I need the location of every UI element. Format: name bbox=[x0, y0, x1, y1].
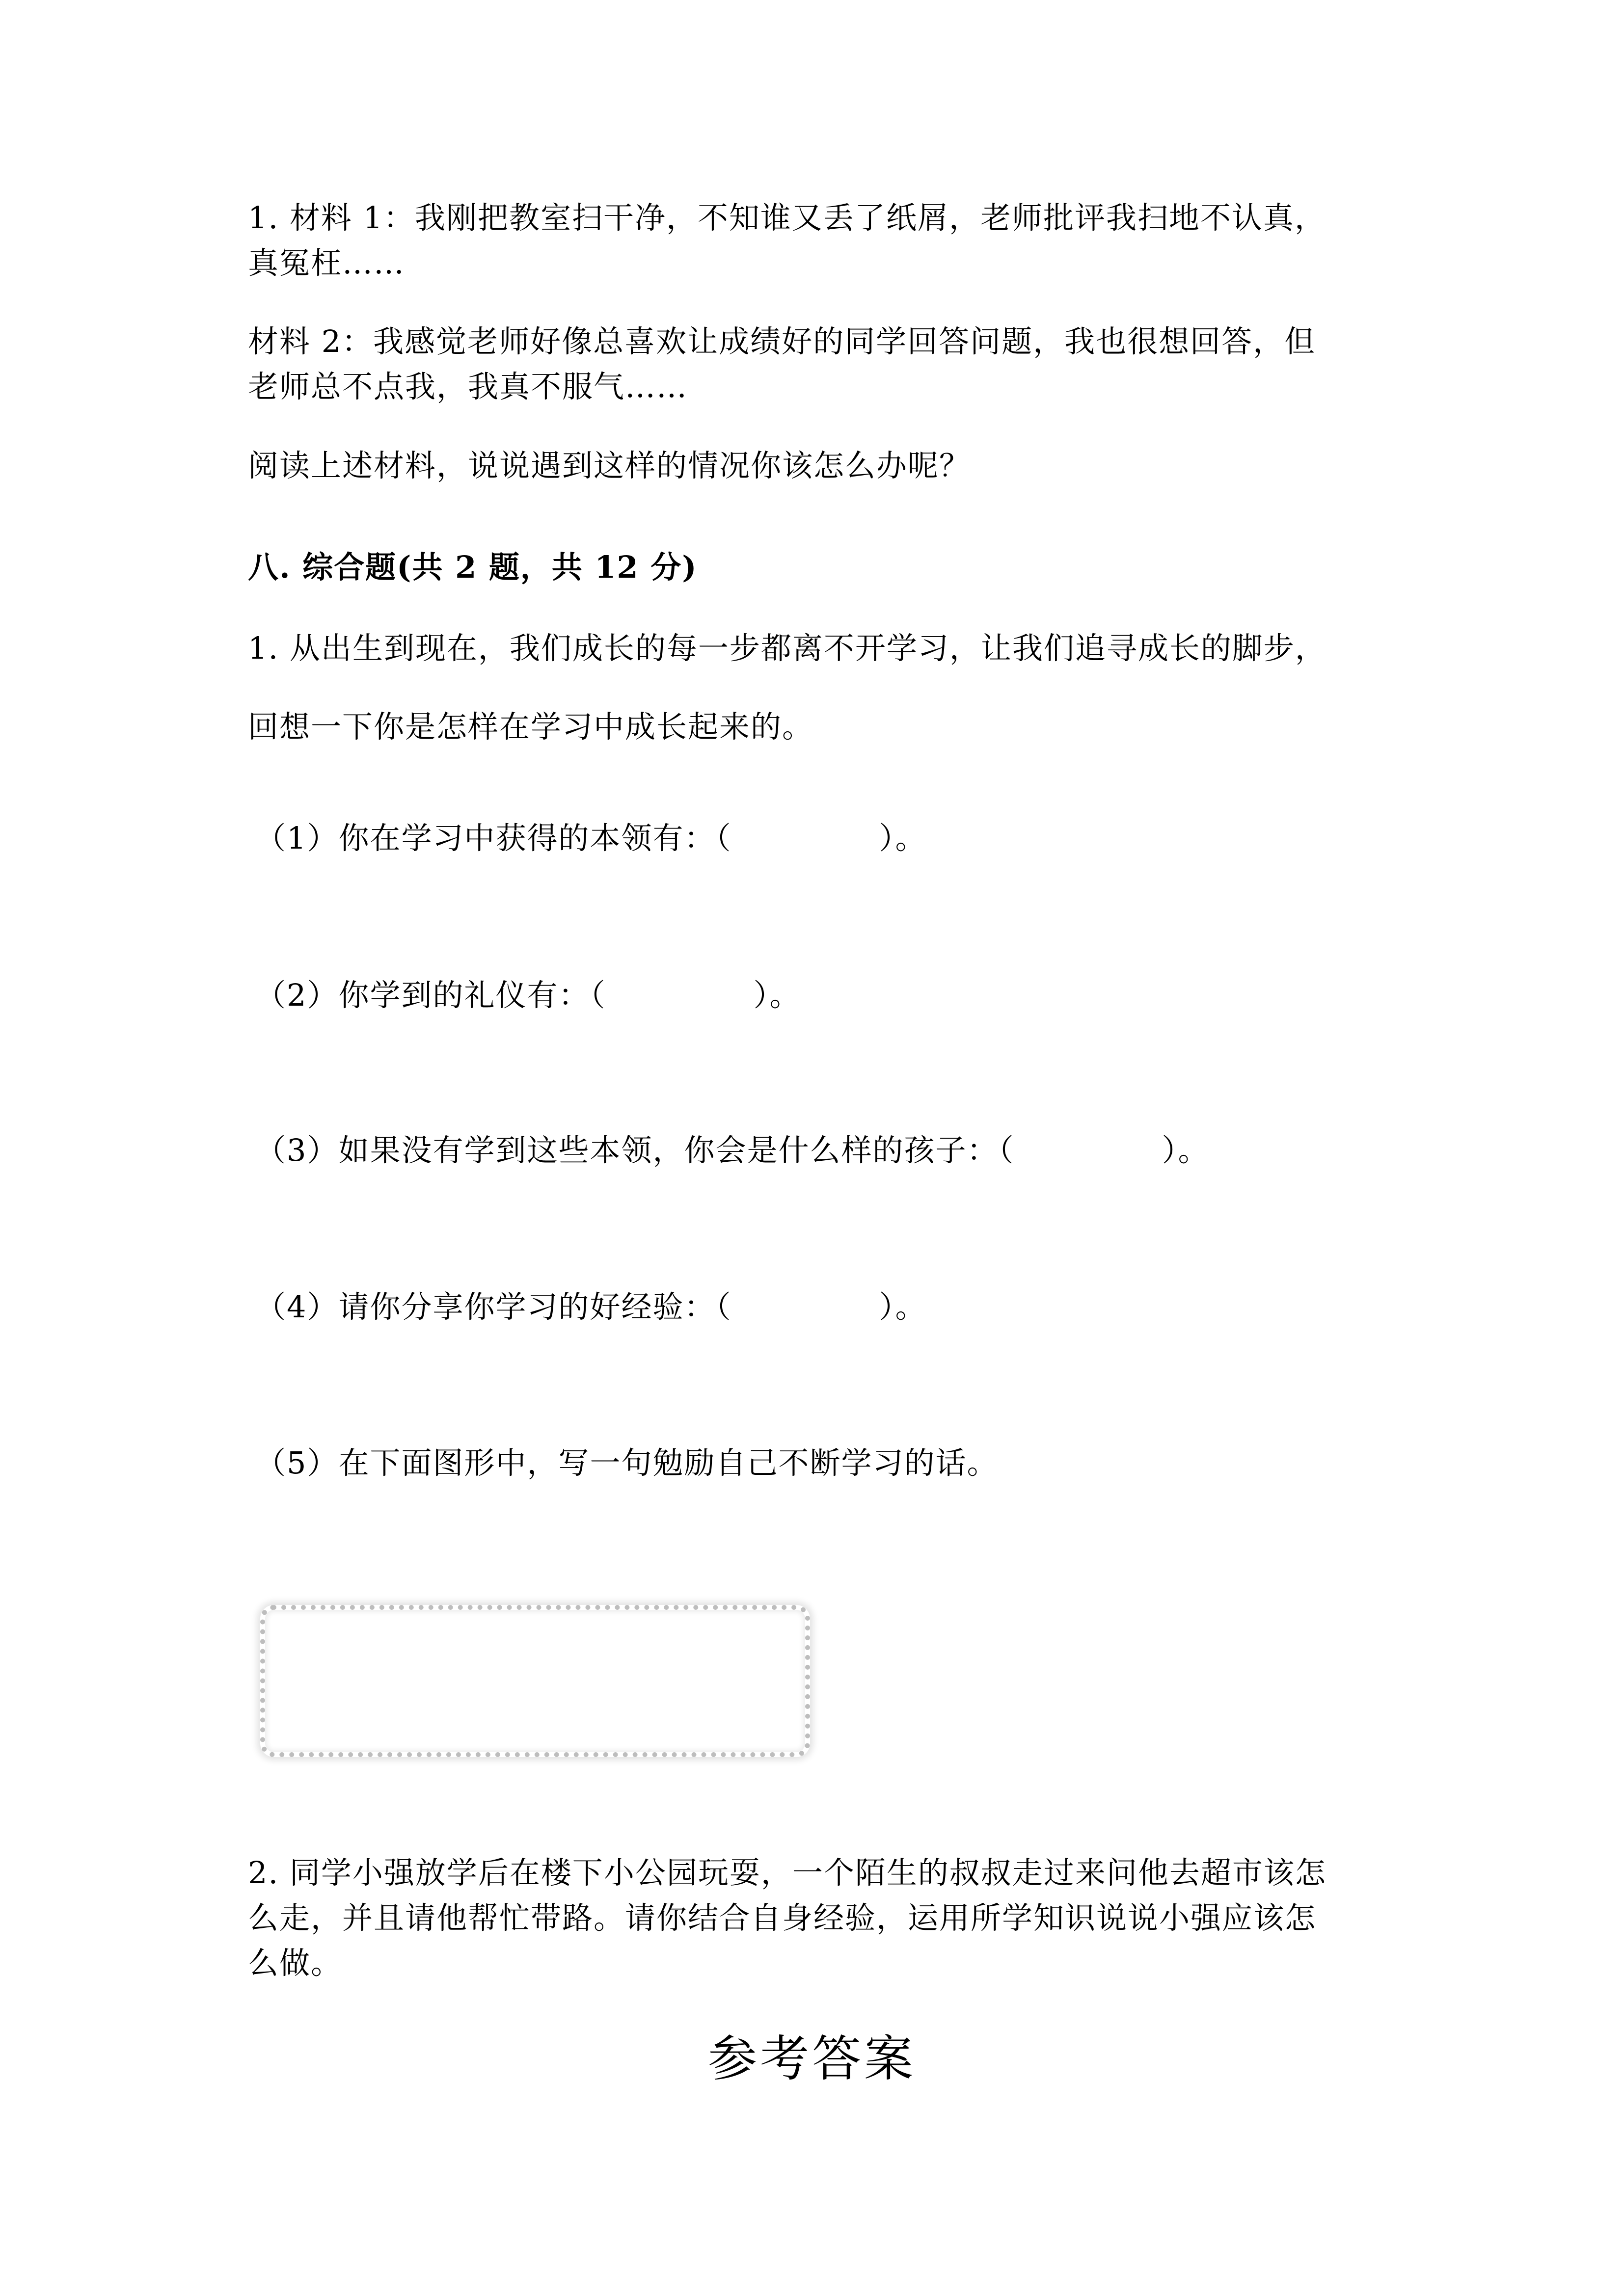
q7-material2-line2: 老师总不点我，我真不服气…… bbox=[248, 369, 688, 404]
sub4-end: ）。 bbox=[879, 1289, 927, 1325]
motto-writing-frame[interactable] bbox=[260, 1605, 810, 1757]
section8-q1-line1: 1. 从出生到现在，我们成长的每一步都离不开学习，让我们追寻成长的脚步， bbox=[248, 630, 1326, 666]
section8-q1-sub3 bbox=[255, 1128, 1394, 1173]
sub1-end: ）。 bbox=[879, 820, 927, 856]
section8-q1-line2: 回想一下你是怎样在学习中成长起来的。 bbox=[248, 709, 814, 745]
q7-item1-line2: 真冤枉…… bbox=[248, 245, 406, 281]
section8-q2-line3: 么做。 bbox=[248, 1945, 343, 1981]
section8-heading: 八. 综合题(共 2 题，共 12 分) bbox=[248, 549, 698, 585]
sub2-label: （2）你学到的礼仪有：（ bbox=[255, 977, 606, 1013]
answer-key-title: 参考答案 bbox=[708, 2030, 916, 2087]
q7-prompt: 阅读上述材料，说说遇到这样的情况你该怎么办呢？ bbox=[248, 448, 971, 483]
section8-q1-sub1 bbox=[255, 816, 1394, 861]
section8-q2-line2: 么走，并且请他帮忙带路。请你结合自身经验，运用所学知识说说小强应该怎 bbox=[248, 1900, 1317, 1936]
sub1-label: （1）你在学习中获得的本领有：（ bbox=[255, 820, 732, 856]
q7-item1-line1: 1. 材料 1：我刚把教室扫干净，不知谁又丢了纸屑，老师批评我扫地不认真， bbox=[248, 200, 1326, 236]
sub4-label: （4）请你分享你学习的好经验：（ bbox=[255, 1289, 732, 1325]
sub3-end: ）。 bbox=[1162, 1132, 1210, 1168]
section8-q1-sub5: （5）在下面图形中，写一句勉励自己不断学习的话。 bbox=[255, 1445, 999, 1481]
section8-q1-sub2 bbox=[255, 973, 1394, 1018]
section8-q2-line1: 2. 同学小强放学后在楼下小公园玩耍，一个陌生的叔叔走过来问他去超市该怎 bbox=[248, 1855, 1326, 1891]
sub3-label: （3）如果没有学到这些本领，你会是什么样的孩子：（ bbox=[255, 1132, 1015, 1168]
section8-q1-sub4 bbox=[255, 1284, 1394, 1330]
sub2-end: ）。 bbox=[753, 977, 801, 1013]
q7-material2-line1: 材料 2：我感觉老师好像总喜欢让成绩好的同学回答问题，我也很想回答，但 bbox=[248, 323, 1316, 359]
